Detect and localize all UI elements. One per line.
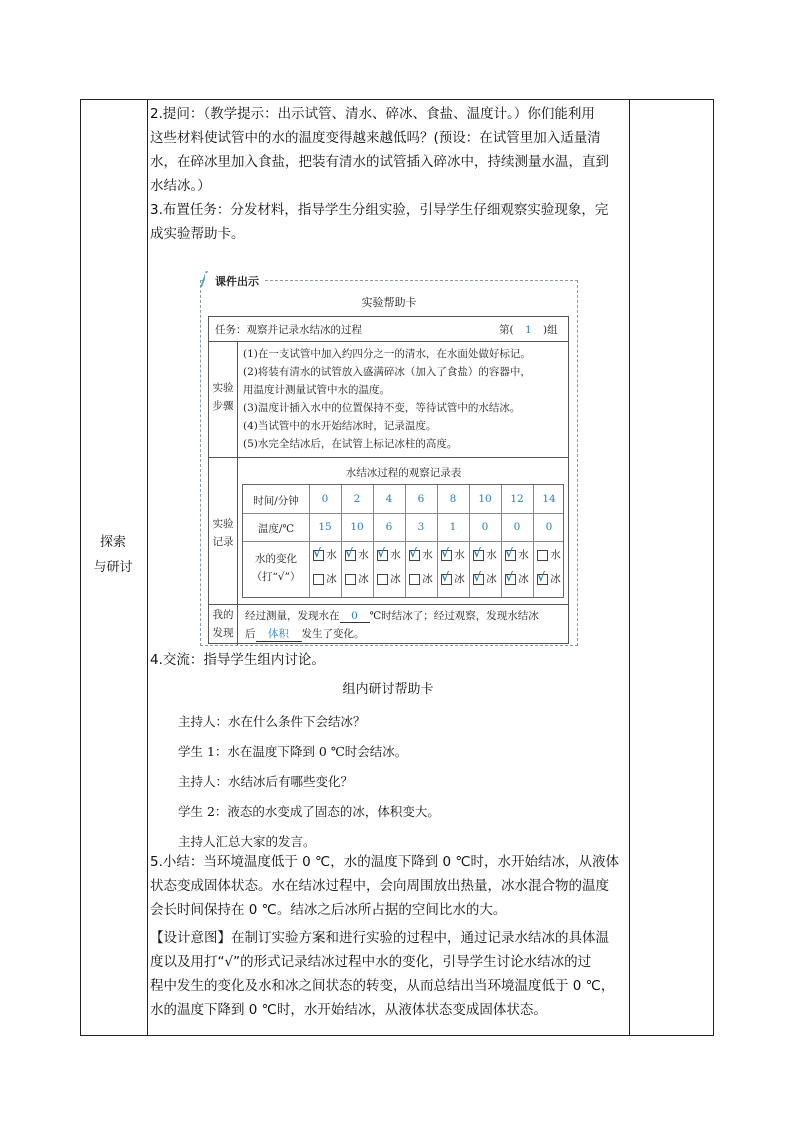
step-line: (1)在一支试管中加入约四分之一的清水，在水面处做好标记。 xyxy=(243,348,531,360)
group-value: 1 xyxy=(524,324,532,336)
design-line: 水的温度下降到 0 ℃时，水开始结冰，从液体状态变成固体状态。 xyxy=(150,1002,547,1018)
water-word: 水 xyxy=(422,549,433,561)
water-check-cell xyxy=(501,547,533,562)
water-word: 水 xyxy=(518,549,529,561)
finding-text: 发生了变化。 xyxy=(301,628,365,640)
time-value: 14 xyxy=(542,493,556,505)
finding-change-value: 体积 xyxy=(256,626,302,642)
step-line: (5)水完全结冰后，在试管上标记冰柱的高度。 xyxy=(243,438,458,450)
record-label-line: 记录 xyxy=(212,536,234,548)
step-line: (2)将装有清水的试管放入盛满碎冰（加入了食盐）的容器中， xyxy=(243,366,531,378)
water-check-cell xyxy=(533,547,565,562)
ice-checkbox xyxy=(537,569,548,585)
finding-label-line: 我的 xyxy=(212,609,234,621)
step-line: (4)当试管中的水开始结冰时，记录温度。 xyxy=(243,420,437,432)
water-checkbox xyxy=(313,545,324,561)
group-suffix: )组 xyxy=(542,324,558,336)
water-check-cell xyxy=(469,547,501,562)
step-line: (3)温度计插入水中的位置保持不变，等待试管中的水结冰。 xyxy=(243,402,521,414)
water-checkbox xyxy=(505,545,516,561)
para-3-line: 3.布置任务：分发材料，指导学生分组实验，引导学生仔细观察实验现象，完 xyxy=(150,202,609,218)
water-checkbox xyxy=(409,545,420,561)
ice-word: 冰 xyxy=(518,573,529,585)
finding-line-2 xyxy=(245,626,365,642)
para-5-line: 5.小结：当环境温度低于 0 ℃，水的温度下降到 0 ℃时，水开始结冰，从液体 xyxy=(150,854,620,870)
task-text: 任务：观察并记录水结冰的过程 xyxy=(215,324,362,336)
para-5-line: 状态变成固体状态。水在结冰过程中，会向周围放出热量，冰水混合物的温度 xyxy=(150,878,609,894)
ice-checkbox xyxy=(313,574,324,585)
water-word: 水 xyxy=(454,549,465,561)
ice-check-cell xyxy=(405,571,437,586)
para-2-line: 这些材料使试管中的水的温度变得越来越低吗？(预设：在试管里加入适量清 xyxy=(150,130,601,146)
change-row-label: 水的变化 xyxy=(255,553,297,565)
record-row-divider xyxy=(243,513,563,514)
experiment-help-card xyxy=(208,316,569,644)
record-label xyxy=(209,515,237,551)
temp-value: 0 xyxy=(545,521,553,533)
time-value: 2 xyxy=(353,493,361,505)
water-check-cell xyxy=(373,547,405,562)
check-mark: √ xyxy=(345,545,354,560)
check-mark: √ xyxy=(473,545,482,560)
water-check-cell xyxy=(309,547,341,562)
water-word: 水 xyxy=(390,549,401,561)
ice-word: 冰 xyxy=(326,573,337,585)
design-line: 【设计意图】在制订实验方案和进行实验的过程中，通过记录水结冰的具体温 xyxy=(150,930,609,946)
ice-word: 冰 xyxy=(422,573,433,585)
temp-value: 3 xyxy=(417,521,425,533)
check-mark: √ xyxy=(409,545,418,560)
time-value: 0 xyxy=(321,493,329,505)
water-checkbox xyxy=(473,545,484,561)
check-mark: √ xyxy=(313,545,322,560)
ice-check-cell xyxy=(533,571,565,586)
group-prefix: 第( xyxy=(499,324,514,336)
discussion-line: 主持人：水结冰后有哪些变化？ xyxy=(178,774,354,789)
group-number xyxy=(499,322,558,337)
step-line: 用温度计测量试管中水的温度。 xyxy=(243,384,390,396)
ice-checkbox xyxy=(505,569,516,585)
ice-word: 冰 xyxy=(550,573,561,585)
column-divider xyxy=(147,100,148,1035)
record-row-divider xyxy=(243,541,563,542)
ice-check-cell xyxy=(501,571,533,586)
label-divider xyxy=(237,341,238,645)
water-check-cell xyxy=(437,547,469,562)
ice-check-cell xyxy=(373,571,405,586)
finding-text: 后 xyxy=(245,628,256,640)
design-line: 程中发生的变化及水和冰之间状态的转变，从而总结出当环境温度低于 0 ℃， xyxy=(150,978,615,994)
temp-value: 10 xyxy=(350,521,364,533)
discussion-line: 主持人：水在什么条件下会结冰？ xyxy=(178,714,366,729)
discussion-title: 组内研讨帮助卡 xyxy=(342,682,434,697)
temp-value: 6 xyxy=(385,521,393,533)
water-checkbox xyxy=(441,545,452,561)
stage-label-line: 与研讨 xyxy=(93,560,133,575)
time-row-label: 时间/分钟 xyxy=(253,495,299,507)
stage-label-line: 探索 xyxy=(99,535,126,550)
ice-checkbox xyxy=(345,574,356,585)
finding-text: 经过测量，发现水在 xyxy=(245,610,340,622)
check-mark: √ xyxy=(473,569,482,584)
water-checkbox xyxy=(377,545,388,561)
courseware-tag: 课件出示 xyxy=(205,273,263,289)
discussion-line: 学生 1：水在温度下降到 0 ℃时会结冰。 xyxy=(178,744,408,759)
time-value: 8 xyxy=(449,493,457,505)
finding-label xyxy=(209,606,237,642)
para-3-line: 成实验帮助卡。 xyxy=(150,226,245,242)
ice-word: 冰 xyxy=(358,573,369,585)
para-5-line: 会长时间保持在 0 ℃。结冰之后冰所占据的空间比水的大。 xyxy=(150,902,507,918)
ice-check-cell xyxy=(469,571,501,586)
temp-value: 15 xyxy=(318,521,332,533)
notes-column xyxy=(630,99,714,1036)
water-check-cell xyxy=(405,547,437,562)
ice-word: 冰 xyxy=(390,573,401,585)
steps-label-line: 实验 xyxy=(212,382,234,394)
temp-row-label: 温度/℃ xyxy=(257,523,295,535)
ice-check-cell xyxy=(309,571,341,586)
ice-word: 冰 xyxy=(454,573,465,585)
time-value: 4 xyxy=(385,493,393,505)
steps-label xyxy=(209,379,237,415)
ice-checkbox xyxy=(377,574,388,585)
ice-word: 冰 xyxy=(486,573,497,585)
finding-label-line: 发现 xyxy=(212,627,234,639)
ice-check-cell xyxy=(437,571,469,586)
ice-check-cell xyxy=(341,571,373,586)
check-mark: √ xyxy=(537,569,546,584)
check-mark: √ xyxy=(377,545,386,560)
finding-line-1 xyxy=(245,608,539,623)
ice-checkbox xyxy=(441,569,452,585)
water-checkbox xyxy=(537,550,548,561)
record-table xyxy=(242,484,564,598)
ice-checkbox xyxy=(473,569,484,585)
record-label-line: 实验 xyxy=(212,518,234,530)
row-divider xyxy=(209,457,568,458)
para-2-line: 水结冰。） xyxy=(150,178,211,194)
card-title: 实验帮助卡 xyxy=(361,296,417,309)
stage-label xyxy=(80,530,146,580)
temp-value: 0 xyxy=(481,521,489,533)
water-word: 水 xyxy=(358,549,369,561)
time-value: 6 xyxy=(417,493,425,505)
finding-temp-value: 0 xyxy=(340,610,370,623)
time-value: 10 xyxy=(478,493,492,505)
check-mark: √ xyxy=(505,569,514,584)
discussion-line: 学生 2：液态的水变成了固态的冰，体积变大。 xyxy=(178,804,440,819)
check-mark: √ xyxy=(441,545,450,560)
finding-text: ℃时结冰了；经过观察，发现水结冰 xyxy=(369,610,539,622)
row-divider xyxy=(209,604,568,605)
water-word: 水 xyxy=(326,549,337,561)
row-divider xyxy=(209,341,568,342)
water-check-cell xyxy=(341,547,373,562)
para-4: 4.交流：指导学生组内讨论。 xyxy=(150,652,325,668)
temp-value: 1 xyxy=(449,521,457,533)
steps-label-line: 步骤 xyxy=(212,400,234,412)
temp-value: 0 xyxy=(513,521,521,533)
water-checkbox xyxy=(345,545,356,561)
water-word: 水 xyxy=(486,549,497,561)
change-row-hint: （打“√”） xyxy=(251,571,301,583)
discussion-line: 主持人汇总大家的发言。 xyxy=(178,834,316,849)
record-table-title: 水结冰过程的观察记录表 xyxy=(345,467,462,479)
check-mark: √ xyxy=(505,545,514,560)
water-word: 水 xyxy=(550,549,561,561)
ice-checkbox xyxy=(409,574,420,585)
para-2-line: 水，在碎冰里加入食盐，把装有清水的试管插入碎冰中，持续测量水温，直到 xyxy=(150,154,609,170)
design-line: 度以及用打“√”的形式记录结冰过程中水的变化，引导学生讨论水结冰的过 xyxy=(150,954,592,970)
check-mark: √ xyxy=(441,569,450,584)
para-2-line: 2.提问：（教学提示：出示试管、清水、碎冰、食盐、温度计。）你们能利用 xyxy=(150,106,595,122)
time-value: 12 xyxy=(510,493,524,505)
